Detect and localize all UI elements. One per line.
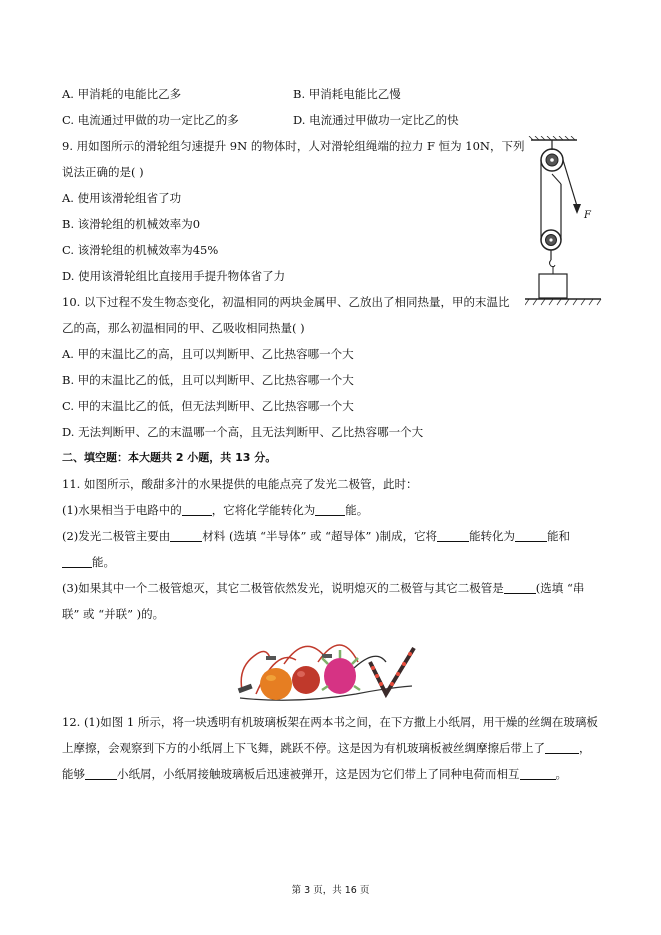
q9-option-d: D. 使用该滑轮组比直接用手提升物体省了力 bbox=[62, 269, 286, 283]
q11-p1-c: 能。 bbox=[345, 503, 369, 517]
q10-option-d: D. 无法判断甲、乙的末温哪一个高，且无法判断甲、乙比热容哪一个大 bbox=[62, 425, 424, 439]
answer-blank[interactable] bbox=[545, 741, 579, 754]
q11-p3-b: (选填 “串 bbox=[535, 581, 585, 595]
answer-blank[interactable] bbox=[85, 767, 117, 780]
q11-part2-cont bbox=[62, 554, 115, 570]
q9-stem-line1: 9. 用如图所示的滑轮组匀速提升 9N 的物体时，人对滑轮组绳端的拉力 F 恒为 10N，下列 bbox=[62, 139, 525, 153]
q12-line3 bbox=[62, 766, 567, 782]
q11-p3-a: (3)如果其中一个二极管熄灭，其它二极管依然发光，说明熄灭的二极管与其它二极管是 bbox=[62, 581, 504, 595]
q12-line2-b: ， bbox=[579, 741, 591, 755]
page-footer: 第 3 页，共 16 页 bbox=[291, 885, 370, 896]
q10-option-a: A. 甲的末温比乙的高，且可以判断甲、乙比热容哪一个大 bbox=[62, 347, 354, 361]
q12-line2 bbox=[62, 740, 591, 756]
q10-option-b: B. 甲的末温比乙的低，且可以判断甲、乙比热容哪一个大 bbox=[62, 373, 354, 387]
q12-line1: 12. (1)如图 1 所示，将一块透明有机玻璃板架在两本书之间，在下方撒上小纸屑，用干燥的丝绸在玻璃板 bbox=[62, 715, 598, 729]
q10-stem-line2: 乙的高，那么初温相同的甲、乙吸收相同热量( ) bbox=[62, 321, 305, 335]
q11-part1 bbox=[62, 502, 368, 518]
q8-option-b: B. 甲消耗电能比乙慢 bbox=[293, 87, 401, 101]
q11-p2-b: 材料 (选填 “半导体” 或 “超导体” )制成，它将 bbox=[202, 529, 438, 543]
q11-p1-b: ，它将化学能转化为 bbox=[211, 503, 316, 517]
q9-option-a: A. 使用该滑轮组省了功 bbox=[62, 191, 182, 205]
answer-blank[interactable] bbox=[504, 581, 536, 594]
fruit-battery-image bbox=[236, 628, 426, 706]
pulley-figure bbox=[525, 136, 605, 308]
q11-p2-c: 能转化为 bbox=[469, 529, 516, 543]
q8-option-a: A. 甲消耗的电能比乙多 bbox=[62, 87, 182, 101]
answer-blank[interactable] bbox=[315, 503, 345, 516]
q9-option-b: B. 该滑轮组的机械效率为0 bbox=[62, 217, 201, 231]
q11-p2-e: 能。 bbox=[92, 555, 115, 569]
q11-p1-a: (1)水果相当于电路中的 bbox=[62, 503, 182, 517]
force-label: F bbox=[584, 210, 591, 221]
q11-p2-a: (2)发光二极管主要由 bbox=[62, 529, 171, 543]
q11-part2 bbox=[62, 528, 570, 544]
q12-line2-a: 上摩擦，会观察到下方的小纸屑上下飞舞，跳跃不停。这是因为有机玻璃板被丝绸摩擦后带上了 bbox=[62, 741, 545, 755]
answer-blank[interactable] bbox=[62, 555, 92, 568]
q11-part3-cont: 联” 或 “并联” )的。 bbox=[62, 607, 165, 621]
q10-stem-line1: 10. 以下过程不发生物态变化，初温相同的两块金属甲、乙放出了相同热量，甲的末温比 bbox=[62, 295, 510, 309]
q11-p2-d: 能和 bbox=[547, 529, 571, 543]
q8-option-d: D. 电流通过甲做功一定比乙的快 bbox=[293, 113, 459, 127]
q9-stem-line2: 说法正确的是( ) bbox=[62, 165, 144, 179]
q11-stem: 11. 如图所示，酸甜多汁的水果提供的电能点亮了发光二极管，此时： bbox=[62, 477, 418, 491]
answer-blank[interactable] bbox=[437, 529, 469, 542]
q12-line3-b: 小纸屑，小纸屑接触玻璃板后迅速被弹开，这是因为它们带上了同种电荷而相互 bbox=[117, 767, 520, 781]
answer-blank[interactable] bbox=[182, 503, 212, 516]
q11-part3 bbox=[62, 580, 584, 596]
answer-blank[interactable] bbox=[515, 529, 547, 542]
section-heading: 二、填空题：本大题共 2 小题，共 13 分。 bbox=[62, 451, 277, 464]
answer-blank[interactable] bbox=[520, 767, 556, 780]
q12-line3-a: 能够 bbox=[62, 767, 85, 781]
q8-option-c: C. 电流通过甲做的功一定比乙的多 bbox=[62, 113, 239, 127]
q10-option-c: C. 甲的末温比乙的低，但无法判断甲、乙比热容哪一个大 bbox=[62, 399, 354, 413]
answer-blank[interactable] bbox=[170, 529, 202, 542]
q12-line3-c: 。 bbox=[555, 767, 567, 781]
q9-option-c: C. 该滑轮组的机械效率为45% bbox=[62, 243, 219, 257]
